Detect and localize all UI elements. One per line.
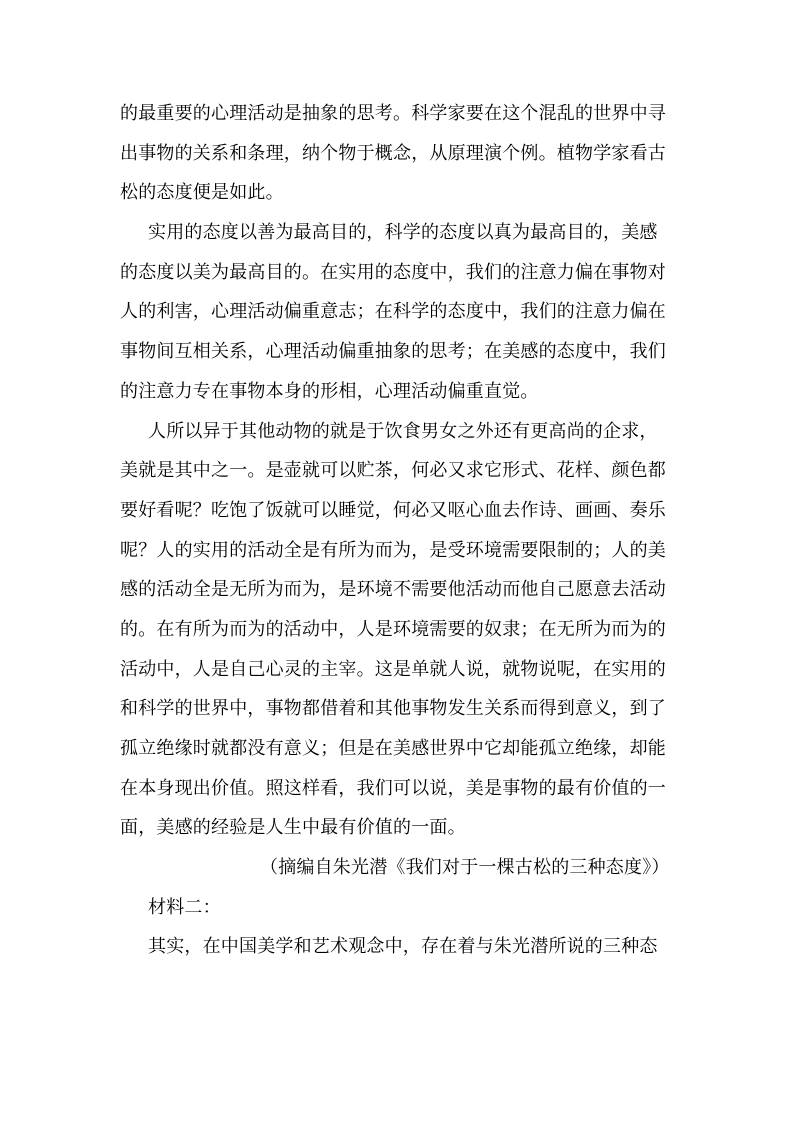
text-line: 感的活动全是无所为而为，是环境不需要他活动而他自己愿意去活动 xyxy=(120,579,666,601)
text-line: 人的利害，心理活动偏重意志；在科学的态度中，我们的注意力偏在 xyxy=(120,301,666,323)
text-line: 在本身现出价值。照这样看，我们可以说，美是事物的最有价值的一 xyxy=(120,777,666,799)
text-line: 事物间互相关系，心理活动偏重抽象的思考；在美感的态度中，我们 xyxy=(120,341,666,363)
article-body xyxy=(120,94,680,967)
source-attribution: （摘编自朱光潜《我们对于一棵古松的三种态度》） xyxy=(260,857,670,879)
paragraph-first-line: 其实，在中国美学和艺术观念中，存在着与朱光潜所说的三种态 xyxy=(148,936,658,958)
text-line: 松的态度便是如此。 xyxy=(120,182,284,204)
text-line: 的注意力专在事物本身的形相，心理活动偏重直觉。 xyxy=(120,380,539,402)
text-line: 的。在有所为而为的活动中，人是环境需要的奴隶；在无所为而为的 xyxy=(120,618,666,640)
text-line: 孤立绝缘时就都没有意义；但是在美感世界中它却能孤立绝缘，却能 xyxy=(120,738,666,759)
text-line: 美就是其中之一。是壶就可以贮茶，何必又求它形式、花样、颜色都 xyxy=(120,460,666,482)
text-line: 要好看呢？吃饱了饭就可以睡觉，何必又呕心血去作诗、画画、奏乐 xyxy=(120,499,666,521)
text-line: 的态度以美为最高目的。在实用的态度中，我们的注意力偏在事物对 xyxy=(120,261,666,283)
text-line: 的最重要的心理活动是抽象的思考。科学家要在这个混乱的世界中寻 xyxy=(120,103,666,124)
text-line: 面，美感的经验是人生中最有价值的一面。 xyxy=(120,817,466,839)
section-heading: 材料二： xyxy=(148,896,221,918)
text-line: 活动中，人是自己心灵的主宰。这是单就人说，就物说呢，在实用的 xyxy=(120,658,666,680)
text-line: 和科学的世界中，事物都借着和其他事物发生关系而得到意义，到了 xyxy=(120,698,666,720)
text-line: 出事物的关系和条理，纳个物于概念，从原理演个例。植物学家看古 xyxy=(120,142,666,164)
paragraph-first-line: 人所以异于其他动物的就是于饮食男女之外还有更高尚的企求， xyxy=(148,420,658,442)
paragraph-first-line: 实用的态度以善为最高目的，科学的态度以真为最高目的，美感 xyxy=(148,222,658,244)
text-line: 呢？人的实用的活动全是有所为而为，是受环境需要限制的；人的美 xyxy=(120,539,666,561)
